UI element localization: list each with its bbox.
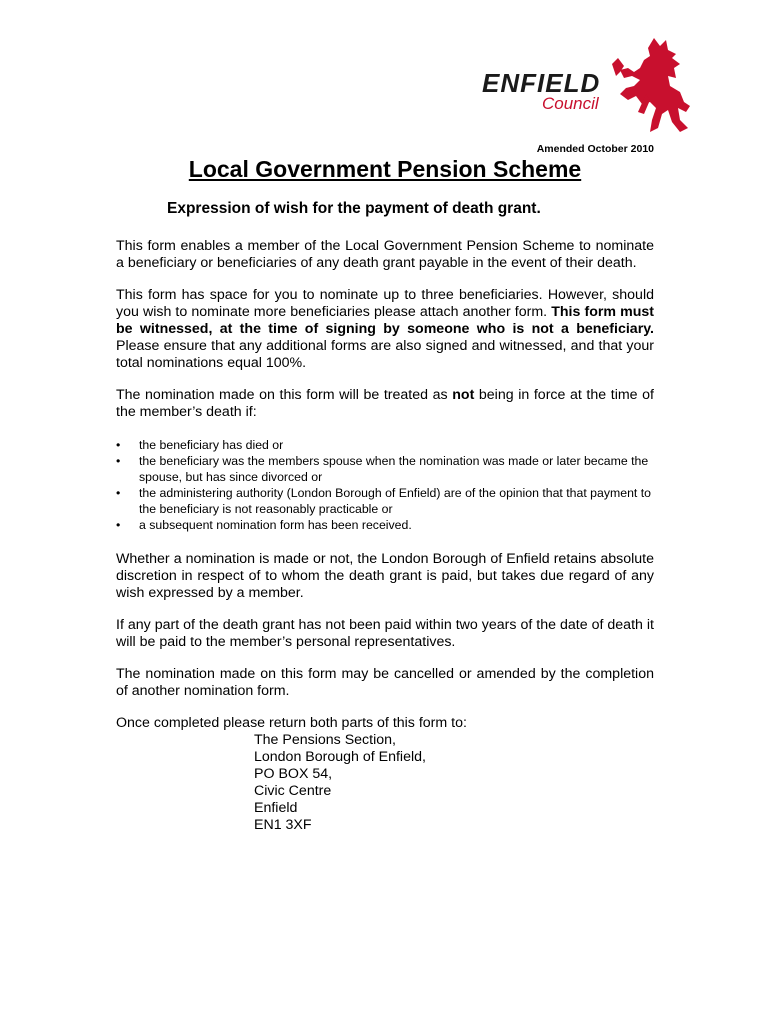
logo-wordmark: ENFIELD xyxy=(482,68,601,98)
intro-paragraph: This form enables a member of the Local Government Pension Scheme to nominate a beneficiary or beneficiaries of any death grant payable in the event of their death. xyxy=(116,238,654,271)
logo-subtitle: Council xyxy=(542,94,599,113)
witness-text-b: Please ensure that any additional forms are also signed and witnessed, and that your total nominations equal 100%. xyxy=(116,338,654,371)
list-item: • the beneficiary has died or xyxy=(116,437,654,453)
page-subtitle: Expression of wish for the payment of death grant. xyxy=(167,200,541,217)
enfield-beast-icon xyxy=(610,36,694,134)
address-line: PO BOX 54, xyxy=(254,766,333,782)
list-item: • the administering authority (London Borough of Enfield) are of the opinion that that payment to the beneficiary is not reasonably practicable or xyxy=(116,485,654,517)
conditions-text-b: being in force at the time of the member’s death if: xyxy=(116,387,654,420)
witness-text-bold: This form must be witnessed, at the time of signing by someone who is not a beneficiary. xyxy=(116,304,654,337)
return-instructions: Once completed please return both parts of this form to: xyxy=(116,715,467,731)
address-line: Enfield xyxy=(254,800,298,816)
enfield-council-logo xyxy=(482,36,694,134)
conditions-text-bold: not xyxy=(452,387,475,403)
page-title: Local Government Pension Scheme xyxy=(188,156,582,182)
amended-date: Amended October 2010 xyxy=(536,143,654,155)
witness-text-a: This form has space for you to nominate up to three beneficiaries. However, should you wish to nominate more beneficiaries please attach another form. xyxy=(116,287,654,320)
discretion-paragraph: Whether a nomination is made or not, the London Borough of Enfield retains absolute discretion in respect of to whom the death grant is paid, but takes due regard of any wish expressed by a member. xyxy=(116,551,654,601)
address-line: Civic Centre xyxy=(254,783,332,799)
address-line: London Borough of Enfield, xyxy=(254,749,426,765)
list-item: • a subsequent nomination form has been received. xyxy=(116,517,654,533)
document-body xyxy=(116,238,654,834)
conditions-paragraph xyxy=(116,387,654,421)
list-item: • the beneficiary was the members spouse when the nomination was made or later became the spouse, but has since divorced or xyxy=(116,453,654,485)
unpaid-grant-paragraph: If any part of the death grant has not been paid within two years of the date of death it will be paid to the member’s personal representatives. xyxy=(116,617,654,650)
conditions-list xyxy=(116,437,654,533)
address-line: The Pensions Section, xyxy=(254,732,396,748)
witness-paragraph xyxy=(116,287,654,372)
return-address xyxy=(116,732,654,834)
conditions-text-a: The nomination made on this form will be treated as xyxy=(116,387,448,403)
address-line: EN1 3XF xyxy=(254,817,312,833)
cancellation-paragraph: The nomination made on this form may be cancelled or amended by the completion of another nomination form. xyxy=(116,666,654,699)
